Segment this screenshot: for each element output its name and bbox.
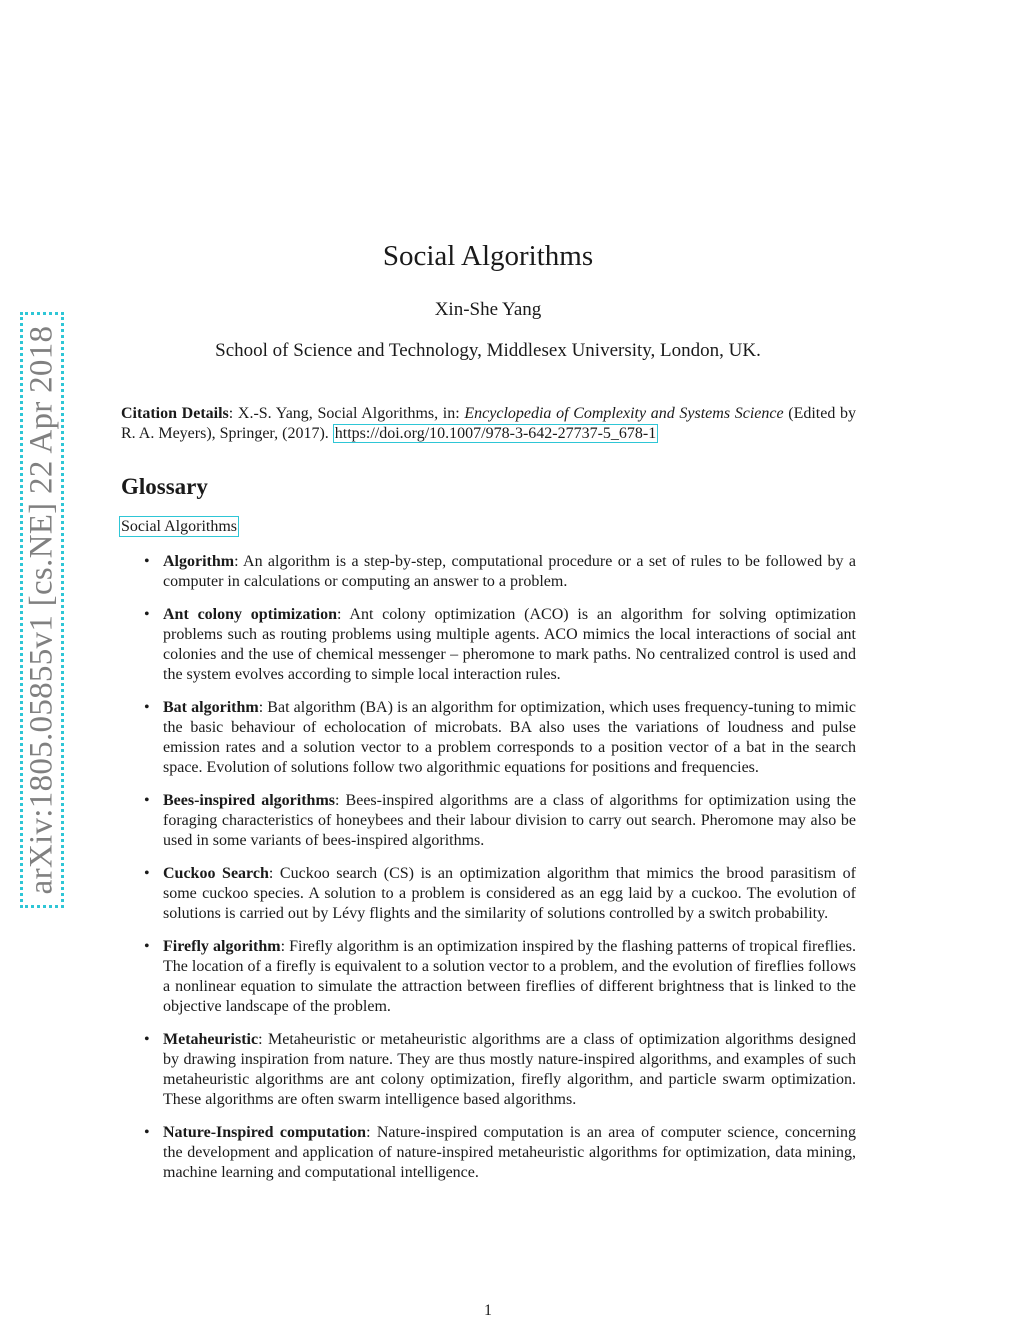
author-affiliation: School of Science and Technology, Middlesex University, London, UK.: [215, 340, 761, 361]
glossary-item: [163, 1030, 856, 1110]
citation-text-after: (Edited by R. A. Meyers), Springer, (2017).: [121, 405, 857, 442]
glossary-term: Ant colony optimization: [163, 606, 338, 623]
paper-title: Social Algorithms: [382, 240, 594, 272]
glossary-term: Bees-inspired algorithms: [163, 792, 336, 809]
glossary-definition: : Nature-inspired computation is an area of computer science, concerning the development and application of nature-inspired metaheuristic algorithms for optimization, data mining, machine learning and computational intelligence.: [163, 1124, 856, 1181]
glossary-definition: : Metaheuristic or metaheuristic algorithms are a class of optimization algorithms designed by drawing inspiration from nature. They are thus mostly nature-inspired algorithms, and examples of such metaheuristic algorithms are ant colony optimization, firefly algorithm, and particle swarm optimization. These algorithms are often swarm intelligence based algorithms.: [163, 1031, 856, 1108]
citation-label: Citation Details: [121, 405, 229, 422]
glossary-item: [163, 864, 856, 924]
glossary-item: [163, 698, 856, 778]
glossary-definition: : Firefly algorithm is an optimization inspired by the flashing patterns of tropical fireflies. The location of a firefly is equivalent to a solution vector to a problem, and the evolution of fireflies follows a nonlinear equation to simulate the attraction between fireflies of different brightness that is linked to the objective landscape of the problem.: [163, 938, 856, 1015]
glossary-term: Bat algorithm: [163, 699, 259, 716]
citation-details: [121, 404, 856, 444]
glossary-heading: Glossary: [121, 474, 208, 499]
arxiv-stamp: [20, 312, 64, 908]
glossary-item: [163, 1123, 856, 1183]
glossary-term: Algorithm: [163, 553, 235, 570]
glossary-definition: : Cuckoo search (CS) is an optimization algorithm that mimics the brood parasitism of some cuckoo species. A solution to a problem is considered as an egg laid by a cuckoo. The evolution of solutions is carried out by Lévy flights and the similarity of solutions controlled by a switch probability.: [163, 865, 857, 922]
page-number: 1: [484, 1302, 492, 1319]
glossary-definition: : Bat algorithm (BA) is an algorithm for optimization, which uses frequency-tuning to mimic the basic behaviour of echolocation of microbats. BA also uses the variations of loudness and pulse emission rates and a solution vector to a problem corresponds to a position vector of a bat in the search space. Evolution of solutions follow two algorithmic equations for positions and frequencies.: [163, 699, 857, 776]
social-algorithms-link[interactable]: Social Algorithms: [121, 518, 237, 535]
glossary-item: [163, 552, 856, 592]
glossary-item: [163, 791, 856, 851]
glossary-term: Nature-Inspired computation: [163, 1124, 367, 1141]
glossary-definition: : An algorithm is a step-by-step, computational procedure or a set of rules to be followed by a computer in calculations or computing an answer to a problem.: [163, 553, 856, 590]
glossary-term: Firefly algorithm: [163, 938, 281, 955]
citation-text-before: : X.-S. Yang, Social Algorithms, in:: [228, 405, 465, 422]
glossary-definition: : Bees-inspired algorithms are a class of algorithms for optimization using the foraging characteristics of honeybees and their labour division to carry out search. Pheromone may also be used in some variants of bees-inspired algorithms.: [163, 792, 856, 849]
citation-journal: Encyclopedia of Complexity and Systems Science: [464, 405, 784, 422]
glossary-definition: : Ant colony optimization (ACO) is an algorithm for solving optimization problems such as routing problems using multiple agents. ACO mimics the local interactions of social ant colonies and the use of chemical messenger – pheromone to mark paths. No centralized control is used and the system evolves according to simple local interaction rules.: [163, 606, 856, 683]
arxiv-stamp-text: arXiv:1805.05855v1 [cs.NE] 22 Apr 2018: [23, 325, 60, 895]
glossary-item: [163, 937, 856, 1017]
glossary-item: [163, 605, 856, 685]
glossary-term: Metaheuristic: [163, 1031, 259, 1048]
author-name: Xin-She Yang: [434, 299, 542, 320]
doi-link[interactable]: https://doi.org/10.1007/978-3-642-27737-5_678-1: [334, 425, 657, 442]
glossary-list: [163, 552, 856, 1196]
glossary-term: Cuckoo Search: [163, 865, 269, 882]
